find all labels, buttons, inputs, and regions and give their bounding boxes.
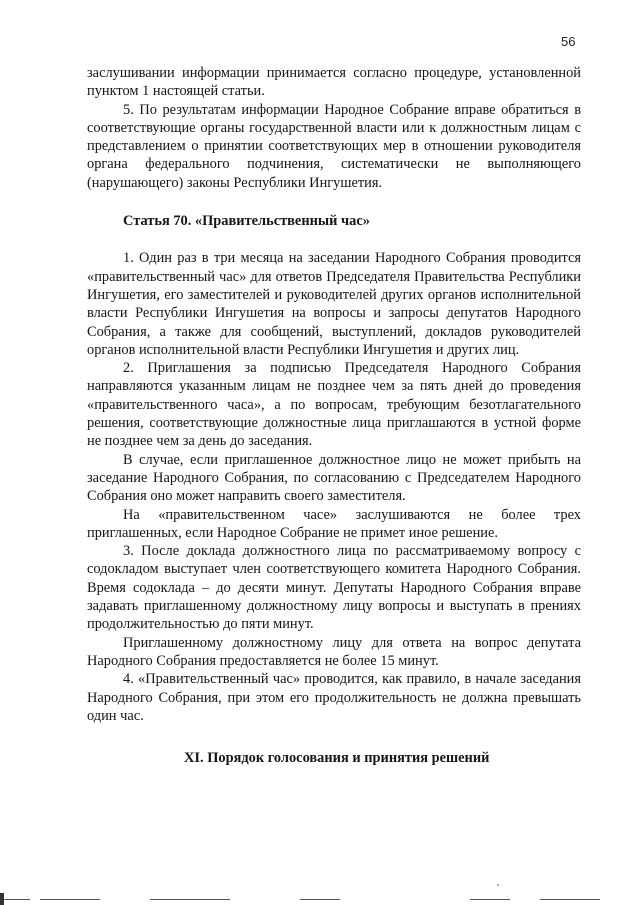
- section-xi-heading: XI. Порядок голосования и принятия решений: [184, 750, 490, 767]
- paragraph-article-item-2-limit: На «правительственном часе» заслушиваются не более трех приглашенных, если Народное Собрание не примет иное решение.: [87, 506, 581, 541]
- paragraph-article-item-1: 1. Один раз в три месяца на заседании Народного Собрания проводится «правительственный час» для ответов Председателя Правительства Республики Ингушетия, его заместителей и руководителей других органов исполнительной власти Республики Ингушетия на вопросы и запросы депутатов Народного Собрания, а также для сообщений, выступлений, докладов руководителей органов исполнительной власти Республики Ингушетия и других лиц.: [87, 250, 581, 358]
- paragraph-article-item-3-answer-time: Приглашенному должностному лицу для ответа на вопрос депутата Народного Собрания предоставляется не более 15 минут.: [87, 634, 581, 669]
- scan-speck: [497, 884, 499, 886]
- paragraph-item-5: 5. По результатам информации Народное Собрание вправе обратиться в соответствующие органы государственной власти или к должностным лицам с представлением о принятии соответствующих мер в отношении руководителя органа федерального подчинения, систематически не выполняющего (нарушающего) законы Республики Ингушетия.: [87, 101, 581, 191]
- paragraph-article-item-4: 4. «Правительственный час» проводится, как правило, в начале заседания Народного Собрания, при этом его продолжительность не должна превышать один час.: [87, 671, 581, 724]
- paragraph-intro-continuation: заслушивании информации принимается согласно процедуре, установленной пунктом 1 настоящей статьи.: [87, 65, 581, 100]
- document-body: [87, 64, 581, 767]
- article-70-heading: Статья 70. «Правительственный час»: [123, 213, 370, 230]
- scan-bottom-edge: [0, 899, 640, 901]
- paragraph-article-item-2-substitute: В случае, если приглашенное должностное лицо не может прибыть на заседание Народного Собрания, по согласованию с Председателем Народного Собрания оно может направить своего заместителя.: [87, 451, 581, 505]
- paragraph-article-item-2: 2. Приглашения за подписью Председателя Народного Собрания направляются указанным лицам не позднее чем за пять дней до проведения «правительственного часа», а по вопросам, требующим безотлагательного решения, соответствующие должностные лица приглашаются в устной форме не позднее чем за день до заседания.: [87, 360, 581, 450]
- page-number: 56: [561, 34, 576, 49]
- paragraph-article-item-3: 3. После доклада должностного лица по рассматриваемому вопросу с содокладом выступает член соответствующего комитета Народного Собрания. Время содоклада – до десяти минут. Депутаты Народного Собрания вправе задавать приглашенному должностному лицу вопросы и выступать в прениях продолжительностью до пяти минут.: [87, 543, 581, 633]
